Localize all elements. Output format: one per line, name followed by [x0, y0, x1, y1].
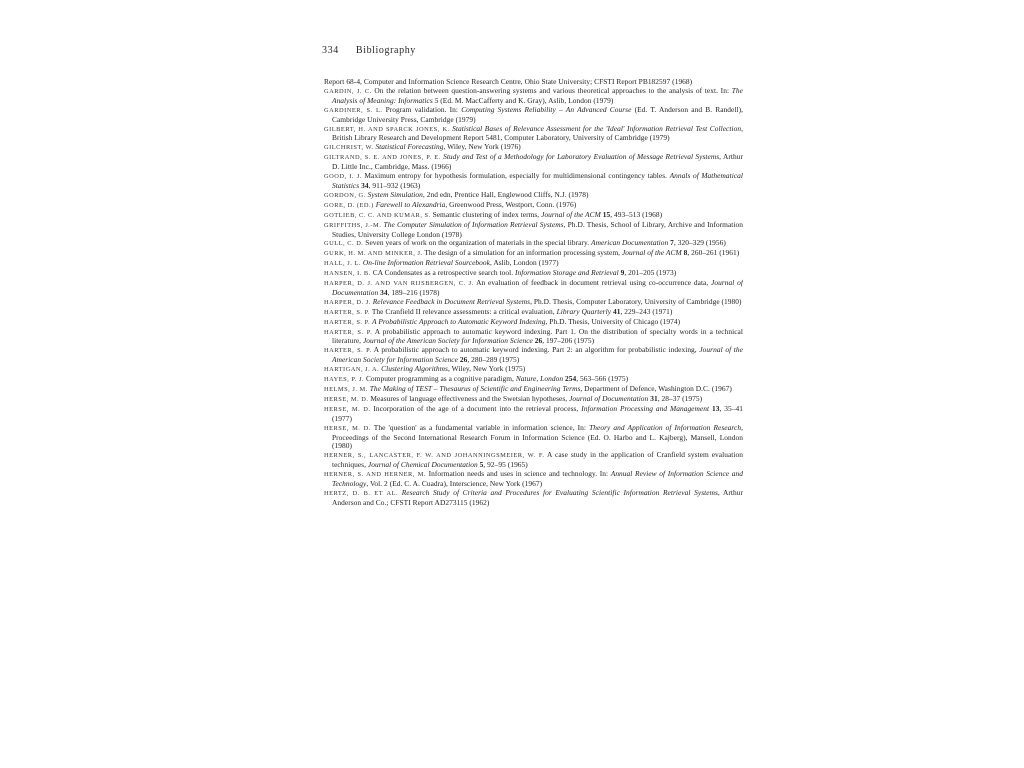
entry-title: Study and Test of a Methodology for Laboratory Evaluation of Message Retrieval Systems — [443, 152, 720, 162]
entry-text: , Greenwood Press, Westport, Conn. (1976) — [445, 199, 577, 209]
bibliography-entry — [324, 153, 743, 172]
entry-author: HARTER, S. P. — [324, 328, 373, 336]
entry-title: Annual Review of Information Science and Technology — [332, 469, 743, 489]
entry-author: HERTZ, D. B. ET AL. — [324, 489, 399, 497]
entry-text: , 189–216 (1978) — [387, 287, 440, 297]
entry-title: Journal of the American Society for Information Science — [362, 336, 533, 346]
entry-title: Computing Systems Reliability – An Advanced Course — [461, 104, 632, 114]
entry-title: A Probabilistic Approach to Automatic Keyword Indexing — [371, 316, 546, 326]
page-header — [322, 45, 416, 56]
bibliography-entry — [324, 346, 743, 365]
bibliography-entry — [324, 87, 743, 106]
entry-author: HERNER, S., LANCASTER, F. W. AND JOHANNINGSMEIER, W. F. — [324, 452, 545, 460]
entry-author: GRIFFITHS, J.-M. — [324, 221, 382, 229]
entry-author: HARTER, S. P. — [324, 347, 372, 355]
entry-text: Report 68-4, Computer and Information Science Research Centre, Ohio State University; CFSTI Report PB182597 (1968) — [324, 78, 693, 86]
entry-author: GORDON, G. — [324, 191, 366, 199]
entry-text: , Ph.D. Thesis, University of Chicago (1974) — [545, 316, 681, 326]
entry-title: Journal of the ACM — [541, 209, 601, 219]
entry-volume: 34 — [361, 180, 369, 190]
entry-title: American Documentation — [591, 238, 669, 248]
entry-text: Seven years of work on the organization of materials in the special library. — [363, 238, 592, 248]
entry-title: Journal of the American Society for Information Science — [332, 345, 743, 365]
bibliography-list — [324, 78, 743, 762]
entry-text: , Department of Defence, Washington D.C. (1967) — [580, 384, 732, 393]
entry-text: A probabilistic approach to automatic keyword indexing. Part 1. On the distribution of specialty words in a technical literature, — [332, 326, 743, 346]
bibliography-entry — [324, 451, 743, 470]
entry-title: Annals of Mathematical Statistics — [332, 171, 743, 190]
entry-text: Semantic clustering of index terms, — [430, 209, 542, 219]
entry-title: Statistical Bases of Relevance Assessment for the 'Ideal' Information Retrieval Test Collection — [452, 123, 742, 133]
entry-title: Journal of Documentation — [332, 278, 743, 297]
entry-volume: 41 — [612, 306, 621, 316]
entry-volume: 5 — [479, 460, 484, 470]
entry-author: HELMS, J. M. — [324, 386, 368, 393]
entry-text: , Proceedings of the Second International Research Forum in Information Science (Ed. O. Harbo and L. Kajberg), Mansell, London (1980) — [332, 422, 743, 451]
entry-title: The Computer Simulation of Information Retrieval Systems — [383, 219, 564, 229]
entry-text: The 'question' as a fundamental variable in information science, In: — [370, 422, 590, 432]
bibliography-entry — [324, 221, 743, 240]
entry-text: , 92–95 (1965) — [483, 460, 528, 470]
entry-title: Clustering Algorithms — [381, 364, 448, 374]
entry-text: , 28–37 (1975) — [657, 393, 703, 403]
entry-author: GILTRAND, S. E. AND JONES, P. E. — [324, 154, 441, 162]
entry-volume: 15 — [602, 209, 611, 219]
bibliography-entry — [324, 106, 743, 125]
bibliography-entry — [324, 172, 743, 191]
entry-volume: 34 — [380, 287, 388, 297]
entry-text: Program validation. In: — [382, 104, 462, 114]
entry-text: , Aslib, London (1977) — [489, 258, 559, 268]
entry-author: GARDIN, J. C. — [324, 87, 372, 95]
entry-text: , 563–566 (1975) — [576, 374, 629, 384]
entry-author: HERSE, M. D. — [324, 395, 369, 403]
entry-volume: 9 — [620, 268, 625, 278]
entry-volume: 8 — [683, 248, 688, 258]
entry-author: HARPER, D. J. — [324, 298, 371, 306]
bibliography-entry — [324, 424, 743, 452]
entry-text: Incorporation of the age of a document into the retrieval process, — [370, 403, 582, 413]
entry-title: Information Storage and Retrieval — [515, 268, 619, 278]
entry-text: The design of a simulation for an information processing system, — [422, 248, 622, 258]
entry-text: An evaluation of feedback in document retrieval using co-occurrence data, — [473, 278, 712, 288]
entry-author: GOTLIEB, C. C. AND KUMAR, S. — [324, 211, 431, 219]
entry-text: (Ed. M. MacCafferty and K. Gray), Aslib, London (1979) — [438, 95, 614, 105]
entry-title: Information Processing and Management — [581, 403, 710, 413]
entry-author: HANSEN, I. B. — [324, 270, 371, 278]
entry-title: System Simulation — [367, 189, 423, 199]
entry-text: , 197–206 (1975) — [542, 336, 595, 346]
entry-text: , 2nd edn, Prentice Hall, Englewood Cliffs, N.J. (1978) — [422, 189, 589, 199]
entry-author: HERSE, M. D. — [324, 424, 371, 432]
entry-text: , Arthur D. Little Inc., Cambridge, Mass. (1966) — [332, 152, 743, 172]
entry-text: , 229–243 (1971) — [620, 306, 673, 316]
entry-author: HAYES, P. J. — [324, 376, 365, 384]
bibliography-entry — [324, 489, 743, 508]
entry-volume: 13 — [711, 403, 720, 413]
entry-volume: 31 — [650, 393, 658, 403]
entry-author: HERNER, S. AND HERNER, M. — [324, 471, 427, 479]
entry-title: Library Quarterly — [556, 306, 612, 316]
entry-text: , British Library Research and Development Report 5481, Computer Laboratory, University of Cambridge (1979) — [332, 123, 743, 143]
entry-text: Maximum entropy for hypothesis formulation, especially for multidimensional contingency tables. — [361, 171, 670, 181]
entry-title: Relevance Feedback in Document Retrieval Systems — [372, 296, 531, 306]
entry-text: A probabilistic approach to automatic keyword indexing. Part 2: an algorithm for probabilistic indexing, — [371, 345, 700, 355]
bibliography-entry — [324, 328, 743, 347]
entry-text: On the relation between question-answering systems and various theoretical approaches to the analysis of text. In: — [371, 85, 732, 95]
entry-author: HARPER, D. J. AND VAN RIJSBERGEN, C. J. — [324, 280, 474, 288]
entry-title: The Analysis of Meaning: Informatics 5 — [332, 85, 743, 105]
entry-author: HARTER, S. P. — [324, 318, 371, 326]
entry-title: Theory and Application of Information Research — [589, 422, 742, 432]
running-title: Bibliography — [355, 45, 416, 56]
entry-author: GULL, C. D. — [324, 240, 364, 248]
entry-title: Nature, London — [515, 374, 564, 384]
entry-author: GOOD, I. J. — [324, 173, 362, 181]
entry-text: , 911–932 (1963) — [368, 180, 421, 190]
entry-title: On-line Information Retrieval Sourcebook — [362, 258, 490, 268]
entry-text: The Cranfield II relevance assessments: a critical evaluation, — [370, 306, 557, 316]
entry-text: CA Condensates as a retrospective search tool. — [370, 268, 516, 278]
bibliography-entry — [324, 279, 743, 298]
entry-title: The Making of TEST – Thesaurus of Scientific and Engineering Terms — [369, 384, 581, 393]
entry-author: HERSE, M. D. — [324, 405, 371, 413]
entry-text: , Wiley, New York (1976) — [443, 142, 521, 152]
entry-author: HALL, J. L. — [324, 260, 361, 268]
entry-text: , Ph.D. Thesis, Computer Laboratory, University of Cambridge (1980) — [530, 296, 742, 306]
entry-title: Statistical Forecasting — [375, 142, 444, 152]
entry-author: GURK, H. M. AND MINKER, J. — [324, 250, 423, 258]
entry-text: , 280–289 (1975) — [467, 355, 520, 365]
entry-author: HARTIGAN, J. A. — [324, 366, 380, 374]
entry-volume: 7 — [670, 238, 674, 248]
entry-volume: 26 — [459, 355, 468, 365]
entry-text: , 320–329 (1956) — [673, 238, 726, 248]
entry-title: Journal of Chemical Documentation — [367, 460, 478, 470]
entry-title: Journal of Documentation — [569, 393, 649, 403]
entry-author: GARDINER, S. L. — [324, 106, 383, 114]
entry-text: (Ed. T. Anderson and B. Randell), Cambridge University Press, Cambridge (1979) — [332, 104, 743, 124]
entry-title: Journal of the ACM — [621, 248, 682, 258]
entry-title: Research Study of Criteria and Procedures for Evaluating Scientific Information Retrieval Systems — [401, 487, 718, 497]
entry-author: GORE, D. (ED.) — [324, 201, 374, 209]
entry-text: , 35–41 (1977) — [332, 403, 743, 423]
entry-volume: 26 — [534, 336, 543, 346]
entry-text: , Arthur Anderson and Co.; CFSTI Report AD273115 (1962) — [332, 487, 743, 507]
bibliography-entry — [324, 125, 743, 144]
entry-text: , 201–205 (1973) — [624, 268, 677, 278]
entry-text: , 260–261 (1961) — [687, 248, 740, 258]
bibliography-entry — [324, 405, 743, 424]
entry-author: HARTER, S. P. — [324, 308, 371, 316]
entry-title: Farewell to Alexandria — [375, 199, 446, 209]
entry-text: , Ph.D. Thesis, School of Library, Archive and Information Studies, University College London (1978) — [332, 219, 743, 239]
entry-text: Information needs and uses in science and technology. In: — [426, 469, 611, 479]
entry-text: , Wiley, New York (1975) — [447, 364, 526, 374]
entry-text: , 493–513 (1968) — [610, 209, 663, 219]
page-number: 334 — [322, 45, 339, 56]
entry-author: GILCHRIST, W. — [324, 144, 374, 152]
bibliography-entry — [324, 470, 743, 489]
entry-text: Computer programming as a cognitive paradigm, — [364, 374, 516, 384]
entry-volume: 254 — [564, 374, 577, 384]
entry-text: , Vol. 2 (Ed. C. A. Cuadra), Interscience, New York (1967) — [366, 479, 543, 489]
entry-text: A case study in the application of Cranfield system evaluation techniques, — [332, 450, 743, 470]
entry-author: GILBERT, H. AND SPARCK JONES, K. — [324, 125, 450, 133]
entry-text: Measures of language effectiveness and the Swetsian hypotheses, — [368, 393, 570, 403]
